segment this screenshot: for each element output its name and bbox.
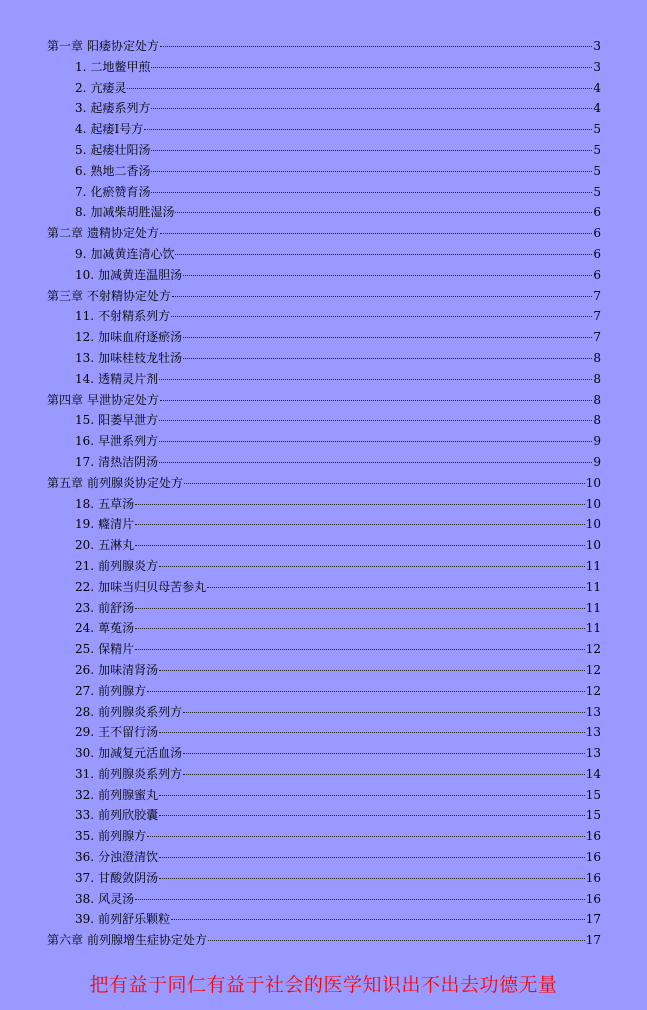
- dot-leader: [175, 212, 592, 213]
- entry-title: 五草汤: [98, 496, 135, 511]
- entry-title: 不射精系列方: [98, 309, 171, 324]
- page-number: 5: [593, 184, 601, 199]
- page-number: 5: [593, 142, 601, 157]
- dot-leader: [159, 732, 585, 733]
- dot-leader: [159, 420, 592, 421]
- item-number: 23.: [75, 600, 95, 615]
- item-number: 31.: [75, 766, 95, 781]
- item-number: 26.: [75, 662, 95, 677]
- toc-item-row[interactable]: [47, 889, 601, 910]
- toc-chapter-row[interactable]: [47, 286, 601, 307]
- toc-item-row[interactable]: [47, 265, 601, 286]
- entry-title: 亢痿灵: [90, 80, 127, 95]
- dot-leader: [135, 899, 585, 900]
- dot-leader: [183, 358, 592, 359]
- dot-leader: [135, 524, 585, 525]
- page-number: 10: [585, 496, 601, 511]
- toc-item-row[interactable]: [47, 826, 601, 847]
- toc-item-row[interactable]: [47, 431, 601, 452]
- page-number: 16: [585, 891, 601, 906]
- dot-leader: [144, 129, 592, 130]
- dot-leader: [175, 254, 592, 255]
- page-number: 16: [585, 850, 601, 865]
- item-number: 13.: [75, 350, 95, 365]
- item-number: 21.: [75, 558, 95, 573]
- dot-leader: [160, 233, 592, 234]
- toc-item-row[interactable]: [47, 161, 601, 182]
- toc-item-row[interactable]: [47, 639, 601, 660]
- page-number: 13: [585, 725, 601, 740]
- page-number: 7: [593, 309, 601, 324]
- toc-item-row[interactable]: [47, 98, 601, 119]
- dot-leader: [160, 400, 592, 401]
- dot-leader: [159, 462, 592, 463]
- dot-leader: [160, 46, 592, 47]
- entry-title: 前列腺蜜丸: [98, 787, 159, 802]
- page-number: 17: [585, 933, 601, 948]
- entry-title: 熟地二香汤: [90, 163, 151, 178]
- dot-leader: [171, 919, 585, 920]
- entry-title: 阳萎早泄方: [98, 413, 159, 428]
- page-number: 9: [593, 434, 601, 449]
- dot-leader: [183, 712, 585, 713]
- entry-title: 阳痿协定处方: [87, 39, 160, 53]
- toc-item-row[interactable]: [47, 743, 601, 764]
- toc-item-row[interactable]: [47, 702, 601, 723]
- entry-title: 早泄协定处方: [87, 392, 160, 407]
- page-number: 3: [593, 59, 601, 74]
- toc-item-row[interactable]: [47, 202, 601, 223]
- toc-item-row[interactable]: [47, 140, 601, 161]
- page-number: 17: [585, 912, 601, 927]
- item-number: 9.: [75, 246, 87, 261]
- dot-leader: [159, 566, 585, 567]
- page-number: 15: [585, 808, 601, 823]
- page-number: 8: [593, 371, 601, 386]
- entry-title: 二地鳖甲煎: [90, 59, 151, 74]
- entry-title: 前列腺增生症协定处方: [87, 933, 208, 948]
- entry-title: 透精灵片剂: [98, 371, 159, 386]
- toc-item-row[interactable]: [47, 306, 601, 327]
- page-number: 10: [585, 538, 601, 553]
- chapter-label: 第一章: [47, 39, 84, 53]
- toc-item-row[interactable]: [47, 847, 601, 868]
- dot-leader: [159, 441, 592, 442]
- toc-item-row[interactable]: [47, 722, 601, 743]
- page-number: 6: [593, 205, 601, 220]
- item-number: 3.: [75, 101, 87, 116]
- entry-title: 起痿壮阳汤: [90, 142, 151, 157]
- item-number: 36.: [75, 850, 95, 865]
- entry-title: 前舒汤: [98, 600, 135, 615]
- toc-item-row[interactable]: [47, 410, 601, 431]
- entry-title: 萆菟汤: [98, 621, 135, 636]
- page-number: 5: [593, 122, 601, 137]
- footer-slogan: 把有益于同仁有益于社会的医学知识出不出去功德无量: [89, 974, 558, 996]
- chapter-label: 第六章: [47, 933, 84, 948]
- page-number: 8: [593, 392, 601, 407]
- page-number: 12: [585, 662, 601, 677]
- entry-title: 前列腺方: [98, 683, 147, 698]
- entry-title: 分浊澄清饮: [98, 850, 159, 865]
- page-number: 5: [593, 163, 601, 178]
- entry-title: 化瘀赞育汤: [90, 184, 151, 199]
- dot-leader: [135, 649, 585, 650]
- toc-item-row[interactable]: [47, 452, 601, 473]
- entry-title: 前列腺方: [98, 829, 147, 844]
- toc-item-row[interactable]: [47, 909, 601, 930]
- dot-leader: [135, 628, 585, 629]
- item-number: 16.: [75, 434, 95, 449]
- entry-title: 不射精协定处方: [87, 288, 172, 303]
- item-number: 33.: [75, 808, 95, 823]
- toc-item-row[interactable]: [47, 535, 601, 556]
- toc-item-row[interactable]: [47, 660, 601, 681]
- page-number: 12: [585, 683, 601, 698]
- page-number: 6: [593, 226, 601, 241]
- item-number: 39.: [75, 912, 95, 927]
- page-number: 8: [593, 350, 601, 365]
- entry-title: 加味清肾汤: [98, 662, 159, 677]
- item-number: 14.: [75, 371, 95, 386]
- page-number: 13: [585, 746, 601, 761]
- item-number: 8.: [75, 205, 87, 220]
- item-number: 17.: [75, 454, 95, 469]
- item-number: 10.: [75, 267, 95, 282]
- entry-title: 前列腺炎系列方: [98, 704, 183, 719]
- chapter-label: 第二章: [47, 226, 84, 241]
- dot-leader: [172, 296, 592, 297]
- item-number: 18.: [75, 496, 95, 511]
- item-number: 1.: [75, 59, 87, 74]
- dot-leader: [183, 337, 592, 338]
- chapter-label: 第五章: [47, 475, 84, 490]
- dot-leader: [147, 691, 585, 692]
- dot-leader: [159, 379, 592, 380]
- toc-item-row[interactable]: [47, 369, 601, 390]
- dot-leader: [151, 171, 592, 172]
- entry-title: 前列腺炎系列方: [98, 766, 183, 781]
- dot-leader: [159, 857, 585, 858]
- item-number: 37.: [75, 870, 95, 885]
- item-number: 12.: [75, 330, 95, 345]
- toc-item-row[interactable]: [47, 764, 601, 785]
- page-number: 10: [585, 475, 601, 490]
- dot-leader: [208, 940, 585, 941]
- page-number: 11: [585, 579, 601, 594]
- table-of-contents: [47, 36, 601, 951]
- dot-leader: [135, 545, 585, 546]
- dot-leader: [151, 192, 592, 193]
- dot-leader: [159, 670, 585, 671]
- page-number: 3: [593, 39, 601, 53]
- item-number: 25.: [75, 642, 95, 657]
- item-number: 5.: [75, 142, 87, 157]
- dot-leader: [183, 753, 585, 754]
- dot-leader: [135, 504, 585, 505]
- dot-leader: [151, 108, 592, 109]
- entry-title: 前列舒乐颗粒: [98, 912, 171, 927]
- entry-title: 加减柴胡胜湿汤: [90, 205, 175, 220]
- toc-item-row[interactable]: [47, 348, 601, 369]
- item-number: 38.: [75, 891, 95, 906]
- toc-item-row[interactable]: [47, 618, 601, 639]
- item-number: 32.: [75, 787, 95, 802]
- page-number: 6: [593, 267, 601, 282]
- toc-item-row[interactable]: [47, 244, 601, 265]
- page-number: 11: [585, 600, 601, 615]
- toc-chapter-row[interactable]: [47, 36, 601, 57]
- entry-title: 起痿系列方: [90, 101, 151, 116]
- dot-leader: [184, 483, 585, 484]
- toc-item-row[interactable]: [47, 577, 601, 598]
- chapter-label: 第四章: [47, 392, 84, 407]
- item-number: 28.: [75, 704, 95, 719]
- dot-leader: [159, 878, 585, 879]
- entry-title: 加减黄连温胆汤: [98, 267, 183, 282]
- page-number: 16: [585, 829, 601, 844]
- entry-title: 加减复元活血汤: [98, 746, 183, 761]
- toc-item-row[interactable]: [47, 494, 601, 515]
- item-number: 29.: [75, 725, 95, 740]
- dot-leader: [151, 150, 592, 151]
- page-number: 7: [593, 330, 601, 345]
- item-number: 15.: [75, 413, 95, 428]
- dot-leader: [159, 815, 585, 816]
- page-number: 7: [593, 288, 601, 303]
- dot-leader: [147, 836, 585, 837]
- toc-item-row[interactable]: [47, 182, 601, 203]
- toc-item-row[interactable]: [47, 327, 601, 348]
- dot-leader: [171, 316, 592, 317]
- entry-title: 风灵汤: [98, 891, 135, 906]
- toc-chapter-row[interactable]: [47, 473, 601, 494]
- toc-item-row[interactable]: [47, 119, 601, 140]
- page-number: 16: [585, 870, 601, 885]
- item-number: 30.: [75, 746, 95, 761]
- page-number: 11: [585, 621, 601, 636]
- entry-title: 五淋丸: [98, 538, 135, 553]
- entry-title: 加味血府逐瘀汤: [98, 330, 183, 345]
- page-number: 8: [593, 413, 601, 428]
- item-number: 6.: [75, 163, 87, 178]
- dot-leader: [207, 587, 585, 588]
- entry-title: 前列欣胶囊: [98, 808, 159, 823]
- item-number: 20.: [75, 538, 95, 553]
- item-number: 27.: [75, 683, 95, 698]
- page-number: 13: [585, 704, 601, 719]
- page-number: 12: [585, 642, 601, 657]
- entry-title: 癃清片: [98, 517, 135, 532]
- toc-item-row[interactable]: [47, 681, 601, 702]
- toc-item-row[interactable]: [47, 868, 601, 889]
- page-number: 15: [585, 787, 601, 802]
- entry-title: 加味当归贝母苦参丸: [98, 579, 207, 594]
- toc-chapter-row[interactable]: [47, 390, 601, 411]
- page-number: 6: [593, 246, 601, 261]
- toc-item-row[interactable]: [47, 598, 601, 619]
- item-number: 35.: [75, 829, 95, 844]
- toc-item-row[interactable]: [47, 57, 601, 78]
- toc-item-row[interactable]: [47, 556, 601, 577]
- item-number: 22.: [75, 579, 95, 594]
- item-number: 19.: [75, 517, 95, 532]
- dot-leader: [135, 608, 585, 609]
- dot-leader: [183, 774, 585, 775]
- dot-leader: [159, 795, 585, 796]
- page-number: 11: [585, 558, 601, 573]
- entry-title: 遗精协定处方: [87, 226, 160, 241]
- toc-chapter-row[interactable]: [47, 930, 601, 951]
- entry-title: 前列腺炎协定处方: [87, 475, 184, 490]
- toc-chapter-row[interactable]: [47, 223, 601, 244]
- entry-title: 王不留行汤: [98, 725, 159, 740]
- page-number: 10: [585, 517, 601, 532]
- item-number: 24.: [75, 621, 95, 636]
- page-number: 4: [593, 101, 601, 116]
- entry-title: 前列腺炎方: [98, 558, 159, 573]
- toc-item-row[interactable]: [47, 514, 601, 535]
- toc-item-row[interactable]: [47, 785, 601, 806]
- dot-leader: [183, 275, 592, 276]
- toc-item-row[interactable]: [47, 78, 601, 99]
- item-number: 4.: [75, 122, 87, 137]
- chapter-label: 第三章: [47, 288, 84, 303]
- item-number: 11.: [75, 309, 95, 324]
- dot-leader: [127, 88, 592, 89]
- page-number: 4: [593, 80, 601, 95]
- entry-title: 起痿Ⅰ号方: [90, 122, 144, 137]
- toc-item-row[interactable]: [47, 805, 601, 826]
- page-number: 9: [593, 454, 601, 469]
- entry-title: 加味桂枝龙牡汤: [98, 350, 183, 365]
- dot-leader: [151, 67, 592, 68]
- page-number: 14: [585, 766, 601, 781]
- entry-title: 甘酸敛阴汤: [98, 870, 159, 885]
- entry-title: 保精片: [98, 642, 135, 657]
- item-number: 2.: [75, 80, 87, 95]
- entry-title: 加减黄连清心饮: [90, 246, 175, 261]
- entry-title: 早泄系列方: [98, 434, 159, 449]
- entry-title: 清热洁阴汤: [98, 454, 159, 469]
- item-number: 7.: [75, 184, 87, 199]
